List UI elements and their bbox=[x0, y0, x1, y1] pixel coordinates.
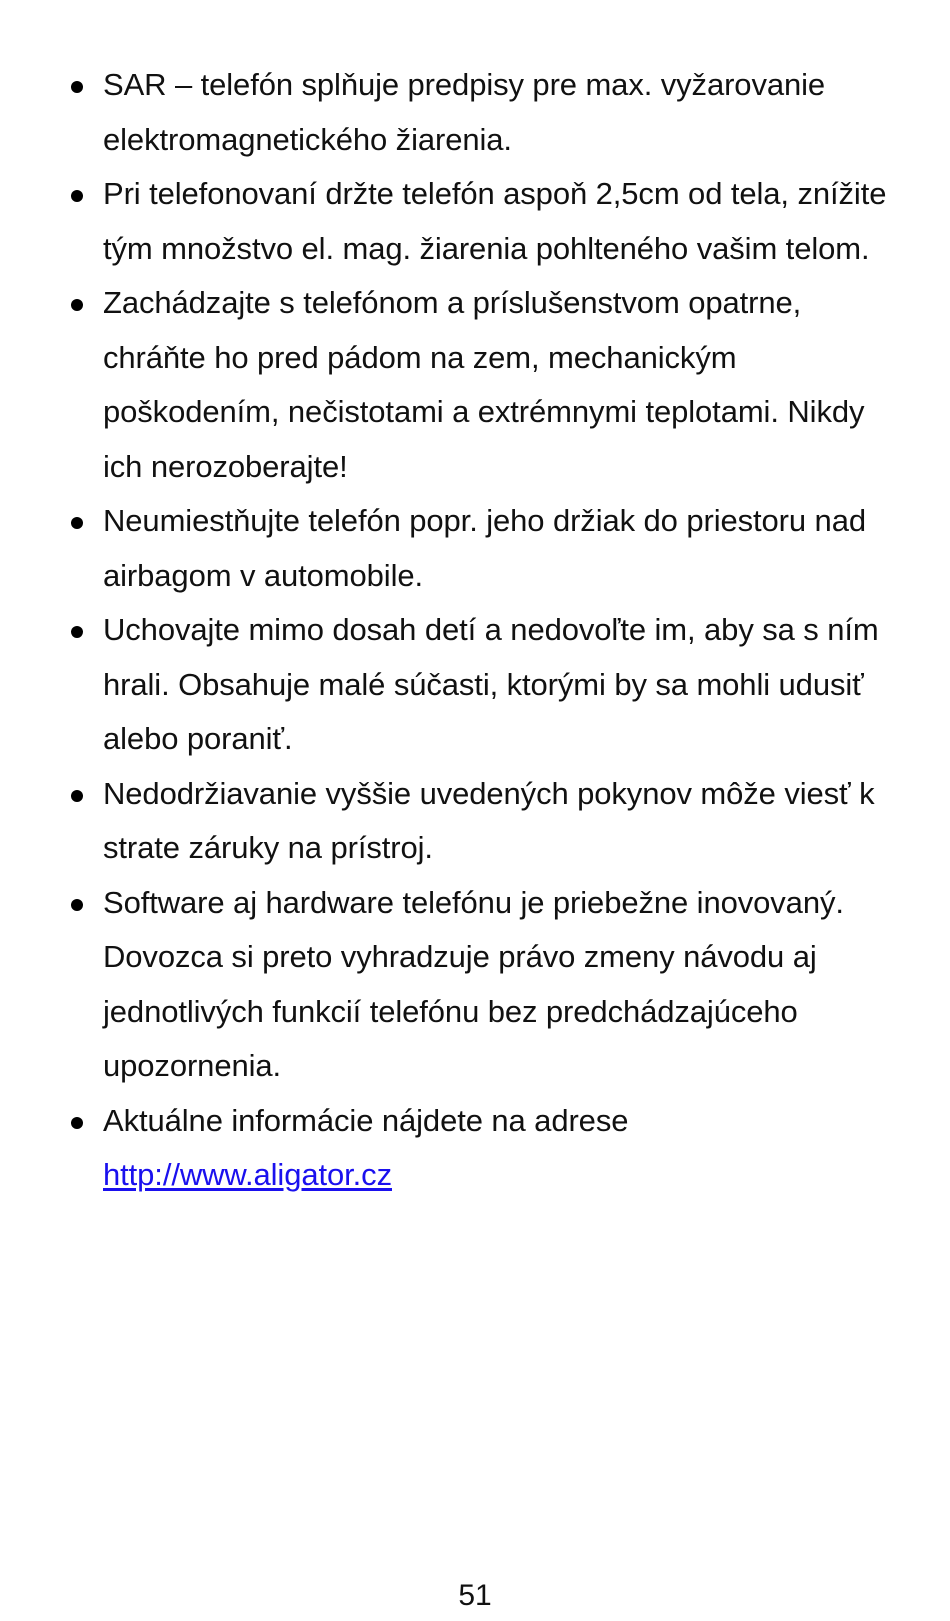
list-item-text: Neumiestňujte telefón popr. jeho držiak do priestoru nad airbagom v automobile. bbox=[103, 503, 866, 593]
list-item-text: Software aj hardware telefónu je priebežne inovovaný. Dovozca si preto vyhradzuje právo zmeny návodu aj jednotlivých funkcií telefónu bez predchádzajúceho upozornenia. bbox=[103, 884, 844, 1083]
list-item-text: Zachádzajte s telefónom a príslušenstvom opatrne, chráňte ho pred pádom na zem, mechanickým poškodením, nečistotami a extrémnymi teplotami. Nikdy ich nerozoberajte! bbox=[103, 285, 865, 484]
bullet-icon bbox=[71, 1117, 83, 1129]
list-item-text: Nedodržiavanie vyššie uvedených pokynov môže viesť k strate záruky na prístroj. bbox=[103, 775, 875, 865]
safety-instructions-list bbox=[66, 58, 896, 1203]
aligator-website-link[interactable]: http://www.aligator.cz bbox=[103, 1157, 392, 1192]
bullet-icon bbox=[71, 899, 83, 911]
list-item bbox=[66, 167, 896, 276]
bullet-icon bbox=[71, 299, 83, 311]
list-item-text bbox=[103, 1094, 896, 1203]
last-bullet-text: Aktuálne informácie nájdete na adrese bbox=[103, 1102, 629, 1138]
page-number: 51 bbox=[458, 1579, 492, 1612]
list-item bbox=[66, 876, 896, 1094]
bullet-icon bbox=[71, 81, 83, 93]
list-item bbox=[66, 58, 896, 167]
list-item bbox=[66, 276, 896, 494]
list-item-text: SAR – telefón splňuje predpisy pre max. vyžarovanie elektromagnetického žiarenia. bbox=[103, 67, 826, 157]
bullet-icon bbox=[71, 517, 83, 529]
list-item bbox=[66, 603, 896, 767]
list-item bbox=[66, 767, 896, 876]
bullet-icon bbox=[71, 626, 83, 638]
list-item bbox=[66, 494, 896, 603]
list-item-text: Uchovajte mimo dosah detí a nedovoľte im, aby sa s ním hrali. Obsahuje malé súčasti, ktorými by sa mohli udusiť alebo poraniť. bbox=[103, 612, 879, 756]
list-item-text: Pri telefonovaní držte telefón aspoň 2,5cm od tela, znížite tým množstvo el. mag. žiarenia pohlteného vašim telom. bbox=[103, 176, 887, 266]
bullet-icon bbox=[71, 190, 83, 202]
list-item bbox=[66, 1094, 896, 1203]
bullet-icon bbox=[71, 790, 83, 802]
